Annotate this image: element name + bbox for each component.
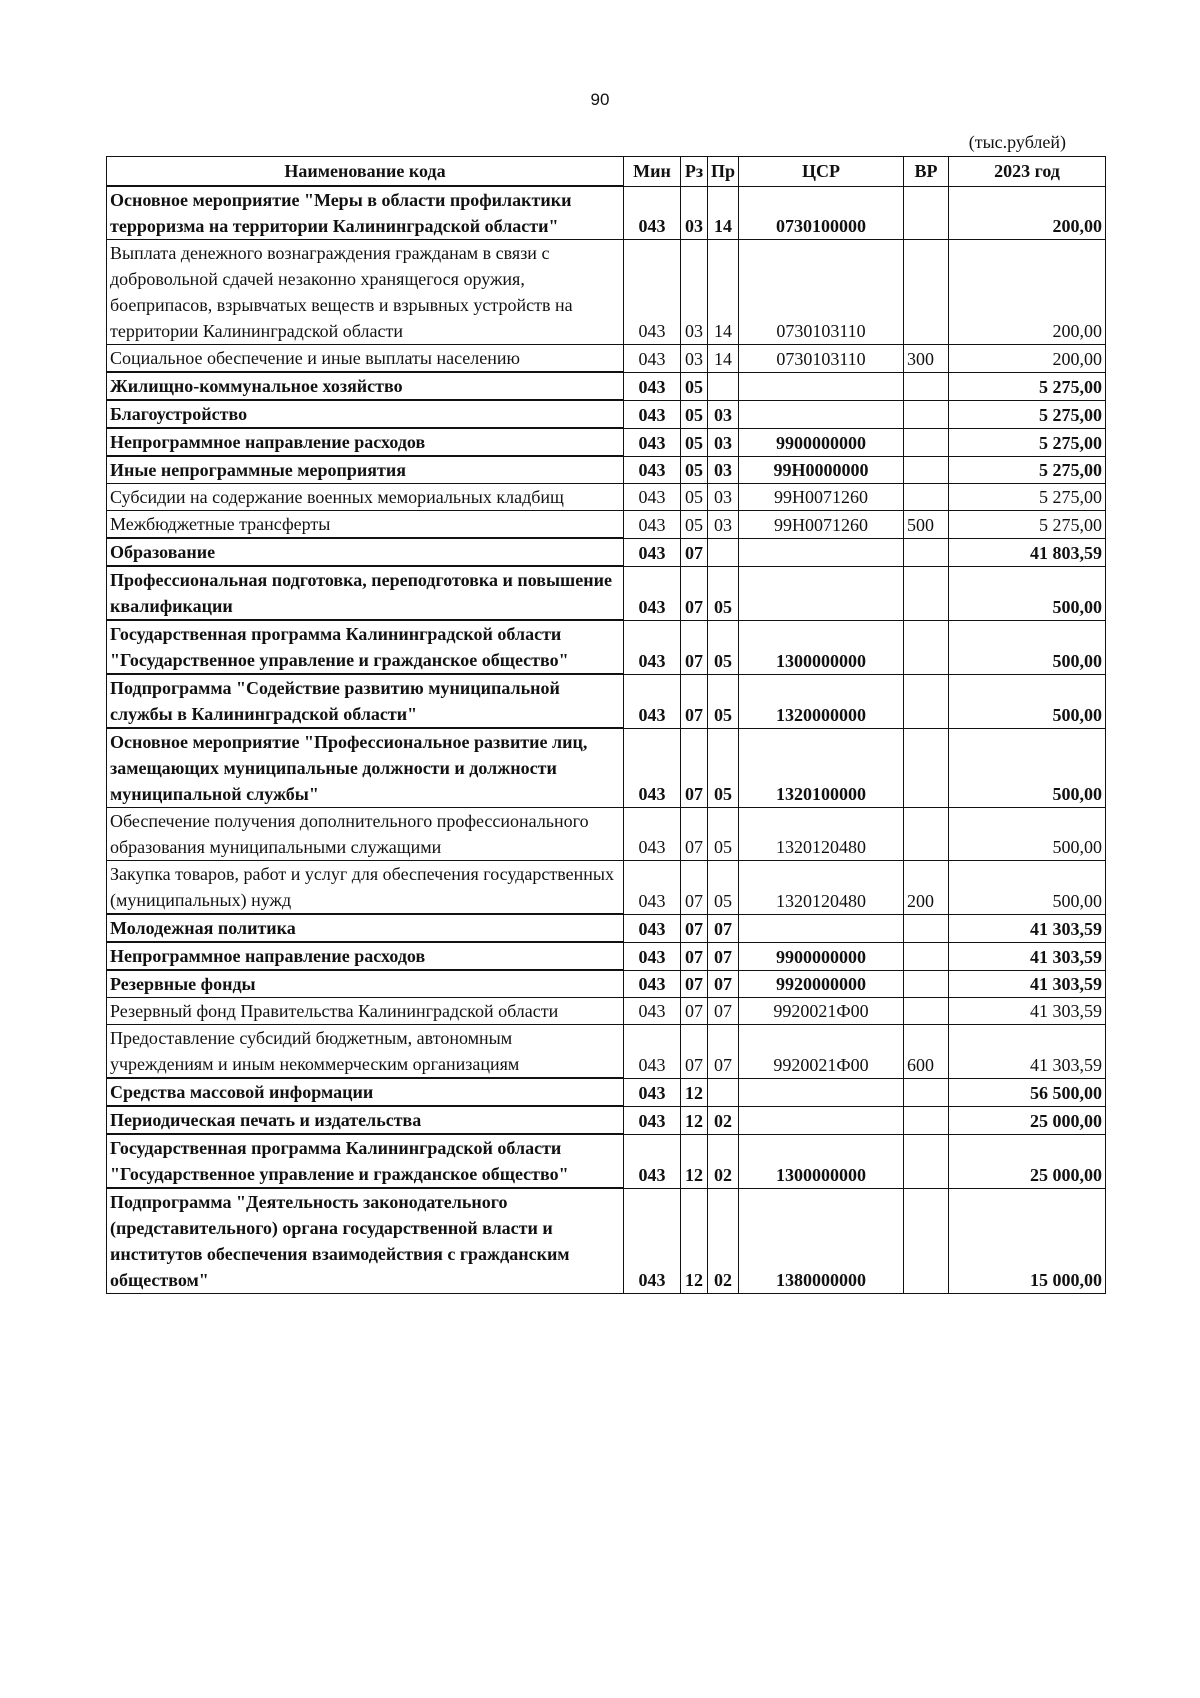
row-pr	[708, 372, 739, 400]
row-sum: 500,00	[949, 566, 1106, 620]
row-rz: 07	[681, 1025, 708, 1079]
row-csr: 1320000000	[739, 674, 904, 728]
row-csr: 0730100000	[739, 186, 904, 240]
row-vr	[904, 240, 949, 345]
table-row	[107, 511, 1106, 539]
row-pr: 03	[708, 511, 739, 539]
row-name: Молодежная политика	[107, 914, 624, 942]
row-sum: 15 000,00	[949, 1188, 1106, 1294]
row-sum: 41 303,59	[949, 1025, 1106, 1079]
row-min: 043	[624, 808, 681, 861]
row-name: Профессиональная подготовка, переподготовка и повышение квалификации	[107, 566, 624, 620]
row-csr: 9920000000	[739, 970, 904, 998]
row-csr: 0730103110	[739, 240, 904, 345]
table-row	[107, 1106, 1106, 1134]
row-pr: 07	[708, 1025, 739, 1079]
row-name: Периодическая печать и издательства	[107, 1106, 624, 1134]
table-row	[107, 1025, 1106, 1079]
budget-table	[106, 156, 1106, 1294]
row-vr	[904, 1078, 949, 1106]
row-rz: 07	[681, 942, 708, 970]
table-row	[107, 538, 1106, 566]
row-sum: 41 303,59	[949, 998, 1106, 1025]
page-number: 90	[590, 90, 610, 109]
row-vr	[904, 566, 949, 620]
row-sum: 5 275,00	[949, 428, 1106, 456]
row-sum: 5 275,00	[949, 400, 1106, 428]
row-rz: 07	[681, 861, 708, 915]
row-rz: 12	[681, 1134, 708, 1188]
row-rz: 07	[681, 914, 708, 942]
table-row	[107, 914, 1106, 942]
table-row	[107, 372, 1106, 400]
row-min: 043	[624, 240, 681, 345]
row-min: 043	[624, 728, 681, 808]
row-min: 043	[624, 1106, 681, 1134]
header-min: Мин	[624, 157, 681, 187]
row-name: Государственная программа Калининградской области "Государственное управление и гражданское общество"	[107, 620, 624, 674]
row-sum: 5 275,00	[949, 372, 1106, 400]
row-pr: 02	[708, 1134, 739, 1188]
row-vr	[904, 428, 949, 456]
row-sum: 500,00	[949, 674, 1106, 728]
table-row	[107, 400, 1106, 428]
row-csr: 1300000000	[739, 1134, 904, 1188]
row-name: Жилищно-коммунальное хозяйство	[107, 372, 624, 400]
row-name: Субсидии на содержание военных мемориальных кладбищ	[107, 484, 624, 511]
row-sum: 5 275,00	[949, 511, 1106, 539]
header-rz: Рз	[681, 157, 708, 187]
header-pr: Пр	[708, 157, 739, 187]
row-vr	[904, 942, 949, 970]
row-csr: 99Н0071260	[739, 484, 904, 511]
row-pr: 07	[708, 970, 739, 998]
row-sum: 25 000,00	[949, 1106, 1106, 1134]
row-pr: 05	[708, 674, 739, 728]
row-csr	[739, 1106, 904, 1134]
row-sum: 200,00	[949, 186, 1106, 240]
row-min: 043	[624, 511, 681, 539]
row-vr	[904, 400, 949, 428]
table-row	[107, 1188, 1106, 1294]
row-name: Выплата денежного вознаграждения гражданам в связи с добровольной сдачей незаконно хранящегося оружия, боеприпасов, взрывчатых веществ и взрывных устройств на территории Калининградской области	[107, 240, 624, 345]
row-name: Иные непрограммные мероприятия	[107, 456, 624, 484]
row-vr	[904, 456, 949, 484]
row-sum: 200,00	[949, 345, 1106, 373]
row-rz: 05	[681, 511, 708, 539]
row-csr: 1380000000	[739, 1188, 904, 1294]
row-pr: 03	[708, 484, 739, 511]
row-rz: 03	[681, 345, 708, 373]
row-csr: 9900000000	[739, 428, 904, 456]
row-rz: 07	[681, 808, 708, 861]
table-row	[107, 240, 1106, 345]
row-pr: 05	[708, 728, 739, 808]
row-vr: 200	[904, 861, 949, 915]
row-vr: 500	[904, 511, 949, 539]
row-sum: 5 275,00	[949, 484, 1106, 511]
header-name: Наименование кода	[107, 157, 624, 187]
row-min: 043	[624, 372, 681, 400]
row-min: 043	[624, 456, 681, 484]
row-name: Резервный фонд Правительства Калининградской области	[107, 998, 624, 1025]
table-row	[107, 861, 1106, 915]
row-pr: 05	[708, 566, 739, 620]
table-row	[107, 942, 1106, 970]
row-pr: 07	[708, 914, 739, 942]
row-name: Средства массовой информации	[107, 1078, 624, 1106]
row-min: 043	[624, 1188, 681, 1294]
table-row	[107, 970, 1106, 998]
row-vr	[904, 998, 949, 1025]
row-pr: 07	[708, 998, 739, 1025]
row-vr	[904, 808, 949, 861]
row-vr	[904, 728, 949, 808]
row-name: Основное мероприятие "Меры в области профилактики терроризма на территории Калининградской области"	[107, 186, 624, 240]
row-vr: 600	[904, 1025, 949, 1079]
row-vr	[904, 372, 949, 400]
row-csr	[739, 538, 904, 566]
row-rz: 03	[681, 186, 708, 240]
row-sum: 200,00	[949, 240, 1106, 345]
table-row	[107, 674, 1106, 728]
row-pr	[708, 1078, 739, 1106]
row-vr	[904, 620, 949, 674]
row-rz: 05	[681, 372, 708, 400]
table-row	[107, 998, 1106, 1025]
row-vr	[904, 186, 949, 240]
row-rz: 07	[681, 538, 708, 566]
table-row	[107, 620, 1106, 674]
header-csr: ЦСР	[739, 157, 904, 187]
units-label: (тыс.рублей)	[968, 132, 1066, 152]
row-name: Подпрограмма "Содействие развитию муниципальной службы в Калининградской области"	[107, 674, 624, 728]
table-row	[107, 1134, 1106, 1188]
row-name: Непрограммное направление расходов	[107, 428, 624, 456]
row-csr: 99Н0000000	[739, 456, 904, 484]
row-rz: 12	[681, 1078, 708, 1106]
row-pr: 02	[708, 1106, 739, 1134]
row-vr: 300	[904, 345, 949, 373]
row-sum: 41 303,59	[949, 970, 1106, 998]
row-rz: 05	[681, 400, 708, 428]
row-pr: 05	[708, 861, 739, 915]
row-min: 043	[624, 428, 681, 456]
row-min: 043	[624, 538, 681, 566]
row-min: 043	[624, 970, 681, 998]
row-rz: 03	[681, 240, 708, 345]
row-rz: 12	[681, 1188, 708, 1294]
table-header-row	[107, 157, 1106, 187]
row-csr	[739, 372, 904, 400]
row-pr: 14	[708, 240, 739, 345]
row-pr: 02	[708, 1188, 739, 1294]
row-vr	[904, 1106, 949, 1134]
table-row	[107, 186, 1106, 240]
row-pr: 14	[708, 186, 739, 240]
row-csr: 1320100000	[739, 728, 904, 808]
row-sum: 25 000,00	[949, 1134, 1106, 1188]
row-min: 043	[624, 1078, 681, 1106]
row-min: 043	[624, 942, 681, 970]
table-row	[107, 566, 1106, 620]
row-rz: 07	[681, 566, 708, 620]
table-row	[107, 1078, 1106, 1106]
row-rz: 05	[681, 428, 708, 456]
table-row	[107, 808, 1106, 861]
table-row	[107, 428, 1106, 456]
row-name: Благоустройство	[107, 400, 624, 428]
row-min: 043	[624, 861, 681, 915]
row-pr: 05	[708, 620, 739, 674]
row-vr	[904, 1188, 949, 1294]
row-min: 043	[624, 400, 681, 428]
row-rz: 07	[681, 998, 708, 1025]
row-min: 043	[624, 1134, 681, 1188]
row-sum: 41 803,59	[949, 538, 1106, 566]
row-min: 043	[624, 674, 681, 728]
row-name: Резервные фонды	[107, 970, 624, 998]
row-name: Основное мероприятие "Профессиональное развитие лиц, замещающих муниципальные должности и должности муниципальной службы"	[107, 728, 624, 808]
row-vr	[904, 970, 949, 998]
row-name: Непрограммное направление расходов	[107, 942, 624, 970]
row-min: 043	[624, 914, 681, 942]
row-name: Социальное обеспечение и иные выплаты населению	[107, 345, 624, 373]
row-rz: 05	[681, 484, 708, 511]
row-min: 043	[624, 620, 681, 674]
row-sum: 500,00	[949, 620, 1106, 674]
row-min: 043	[624, 484, 681, 511]
row-pr: 03	[708, 400, 739, 428]
row-sum: 500,00	[949, 861, 1106, 915]
row-rz: 07	[681, 620, 708, 674]
row-vr	[904, 914, 949, 942]
row-sum: 500,00	[949, 728, 1106, 808]
row-name: Обеспечение получения дополнительного профессионального образования муниципальными служащими	[107, 808, 624, 861]
row-csr: 0730103110	[739, 345, 904, 373]
row-rz: 07	[681, 674, 708, 728]
row-pr	[708, 538, 739, 566]
row-name: Межбюджетные трансферты	[107, 511, 624, 539]
row-sum: 41 303,59	[949, 942, 1106, 970]
table-row	[107, 345, 1106, 373]
row-pr: 03	[708, 428, 739, 456]
row-min: 043	[624, 566, 681, 620]
row-min: 043	[624, 186, 681, 240]
row-pr: 03	[708, 456, 739, 484]
row-csr	[739, 914, 904, 942]
row-csr	[739, 566, 904, 620]
row-rz: 07	[681, 728, 708, 808]
row-sum: 500,00	[949, 808, 1106, 861]
row-vr	[904, 1134, 949, 1188]
header-vr: ВР	[904, 157, 949, 187]
row-min: 043	[624, 1025, 681, 1079]
row-rz: 05	[681, 456, 708, 484]
row-name: Предоставление субсидий бюджетным, автономным учреждениям и иным некоммерческим организациям	[107, 1025, 624, 1079]
row-csr: 1320120480	[739, 808, 904, 861]
table-row	[107, 484, 1106, 511]
table-row	[107, 728, 1106, 808]
row-name: Образование	[107, 538, 624, 566]
header-sum: 2023 год	[949, 157, 1106, 187]
row-csr: 99Н0071260	[739, 511, 904, 539]
row-csr: 1300000000	[739, 620, 904, 674]
row-name: Закупка товаров, работ и услуг для обеспечения государственных (муниципальных) нужд	[107, 861, 624, 915]
row-csr	[739, 1078, 904, 1106]
row-csr: 1320120480	[739, 861, 904, 915]
row-pr: 05	[708, 808, 739, 861]
row-rz: 07	[681, 970, 708, 998]
table-body	[107, 186, 1106, 1294]
row-csr: 9920021Ф00	[739, 998, 904, 1025]
row-csr: 9900000000	[739, 942, 904, 970]
row-vr	[904, 674, 949, 728]
row-name: Подпрограмма "Деятельность законодательного (представительного) органа государственной власти и институтов обеспечения взаимодействия с гражданским обществом"	[107, 1188, 624, 1294]
row-vr	[904, 538, 949, 566]
row-csr: 9920021Ф00	[739, 1025, 904, 1079]
row-name: Государственная программа Калининградской области "Государственное управление и гражданское общество"	[107, 1134, 624, 1188]
row-sum: 41 303,59	[949, 914, 1106, 942]
table-row	[107, 456, 1106, 484]
row-min: 043	[624, 345, 681, 373]
row-sum: 5 275,00	[949, 456, 1106, 484]
row-csr	[739, 400, 904, 428]
row-min: 043	[624, 998, 681, 1025]
row-sum: 56 500,00	[949, 1078, 1106, 1106]
row-pr: 07	[708, 942, 739, 970]
row-rz: 12	[681, 1106, 708, 1134]
row-pr: 14	[708, 345, 739, 373]
row-vr	[904, 484, 949, 511]
